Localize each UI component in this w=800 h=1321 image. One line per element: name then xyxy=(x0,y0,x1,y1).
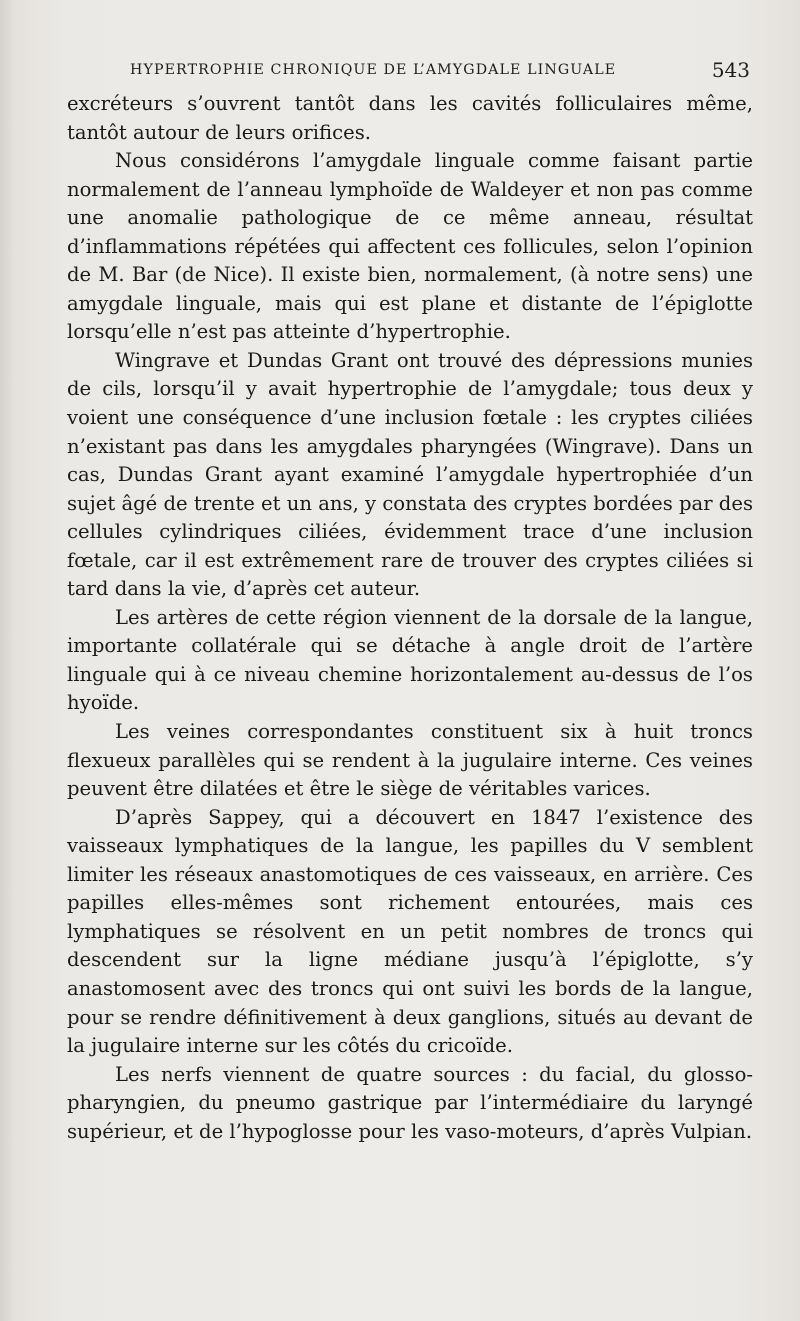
page-header xyxy=(130,58,750,88)
paragraph-continuation: excréteurs s’ouvrent tantôt dans les cavités folliculaires même, tantôt autour de leurs orifices. xyxy=(67,92,753,144)
page-number: 543 xyxy=(711,58,750,82)
paragraph-ciliated-crypts: Wingrave et Dundas Grant ont trouvé des dépressions munies de cils, lorsqu’il y avait hypertrophie de l’amygdale; tous deux y voient une conséquence d’une inclusion fœtale : les cryptes ciliées n’existant pas dans les amygdales pharyngées (Wingrave). Dans un cas, Dundas Grant ayant examiné l’amygdale hypertrophiée d’un sujet âgé de trente et un ans, y constata des cryptes bordées par des cellules cylindriques ciliées, évidemment trace d’une inclusion fœtale, car il est extrêmement rare de trouver des cryptes ciliées si tard dans la vie, d’après cet auteur. xyxy=(67,348,753,601)
paragraph-waldeyer-ring: Nous considérons l’amygdale linguale comme faisant partie normalement de l’anneau lymphoïde de Waldeyer et non pas comme une anomalie pathologique de ce même anneau, résultat d’inflammations répétées qui affectent ces follicules, selon l’opinion de M. Bar (de Nice). Il existe bien, normalement, (à notre sens) une amygdale linguale, mais qui est plane et distante de l’épiglotte lorsqu’elle n’est pas atteinte d’hypertrophie. xyxy=(67,149,753,344)
paragraph-lymphatics: D’après Sappey, qui a découvert en 1847 l’existence des vaisseaux lymphatiques de la langue, les papilles du V semblent limiter les réseaux anastomotiques de ces vaisseaux, en arrière. Ces papilles elles-mêmes sont richement entourées, mais ces lymphatiques se résolvent en un petit nombres de troncs qui descendent sur la ligne médiane jusqu’à l’épiglotte, s’y anastomosent avec des troncs qui ont suivi les bords de la langue, pour se rendre définitivement à deux ganglions, situés au devant de la jugulaire interne sur les côtés du cricoïde. xyxy=(67,805,753,1058)
page-gutter-shadow xyxy=(0,0,14,1321)
paragraph-nerves: Les nerfs viennent de quatre sources : du facial, du glosso-pharyngien, du pneumo gastrique par l’intermédiaire du laryngé supérieur, et de l’hypoglosse pour les vaso-moteurs, d’après Vulpian. xyxy=(67,1062,753,1143)
paragraph-veins: Les veines correspondantes constituent six à huit troncs flexueux parallèles qui se rendent à la jugulaire interne. Ces veines peuvent être dilatées et être le siège de véritables varices. xyxy=(67,720,753,801)
running-title: HYPERTROPHIE CHRONIQUE DE L’AMYGDALE LINGUALE xyxy=(130,62,617,78)
paragraph-arteries: Les artères de cette région viennent de la dorsale de la langue, importante collatérale qui se détache à angle droit de l’artère linguale qui à ce niveau chemine horizontalement au-dessus de l’os hyoïde. xyxy=(67,605,753,715)
body-text xyxy=(67,90,753,1146)
